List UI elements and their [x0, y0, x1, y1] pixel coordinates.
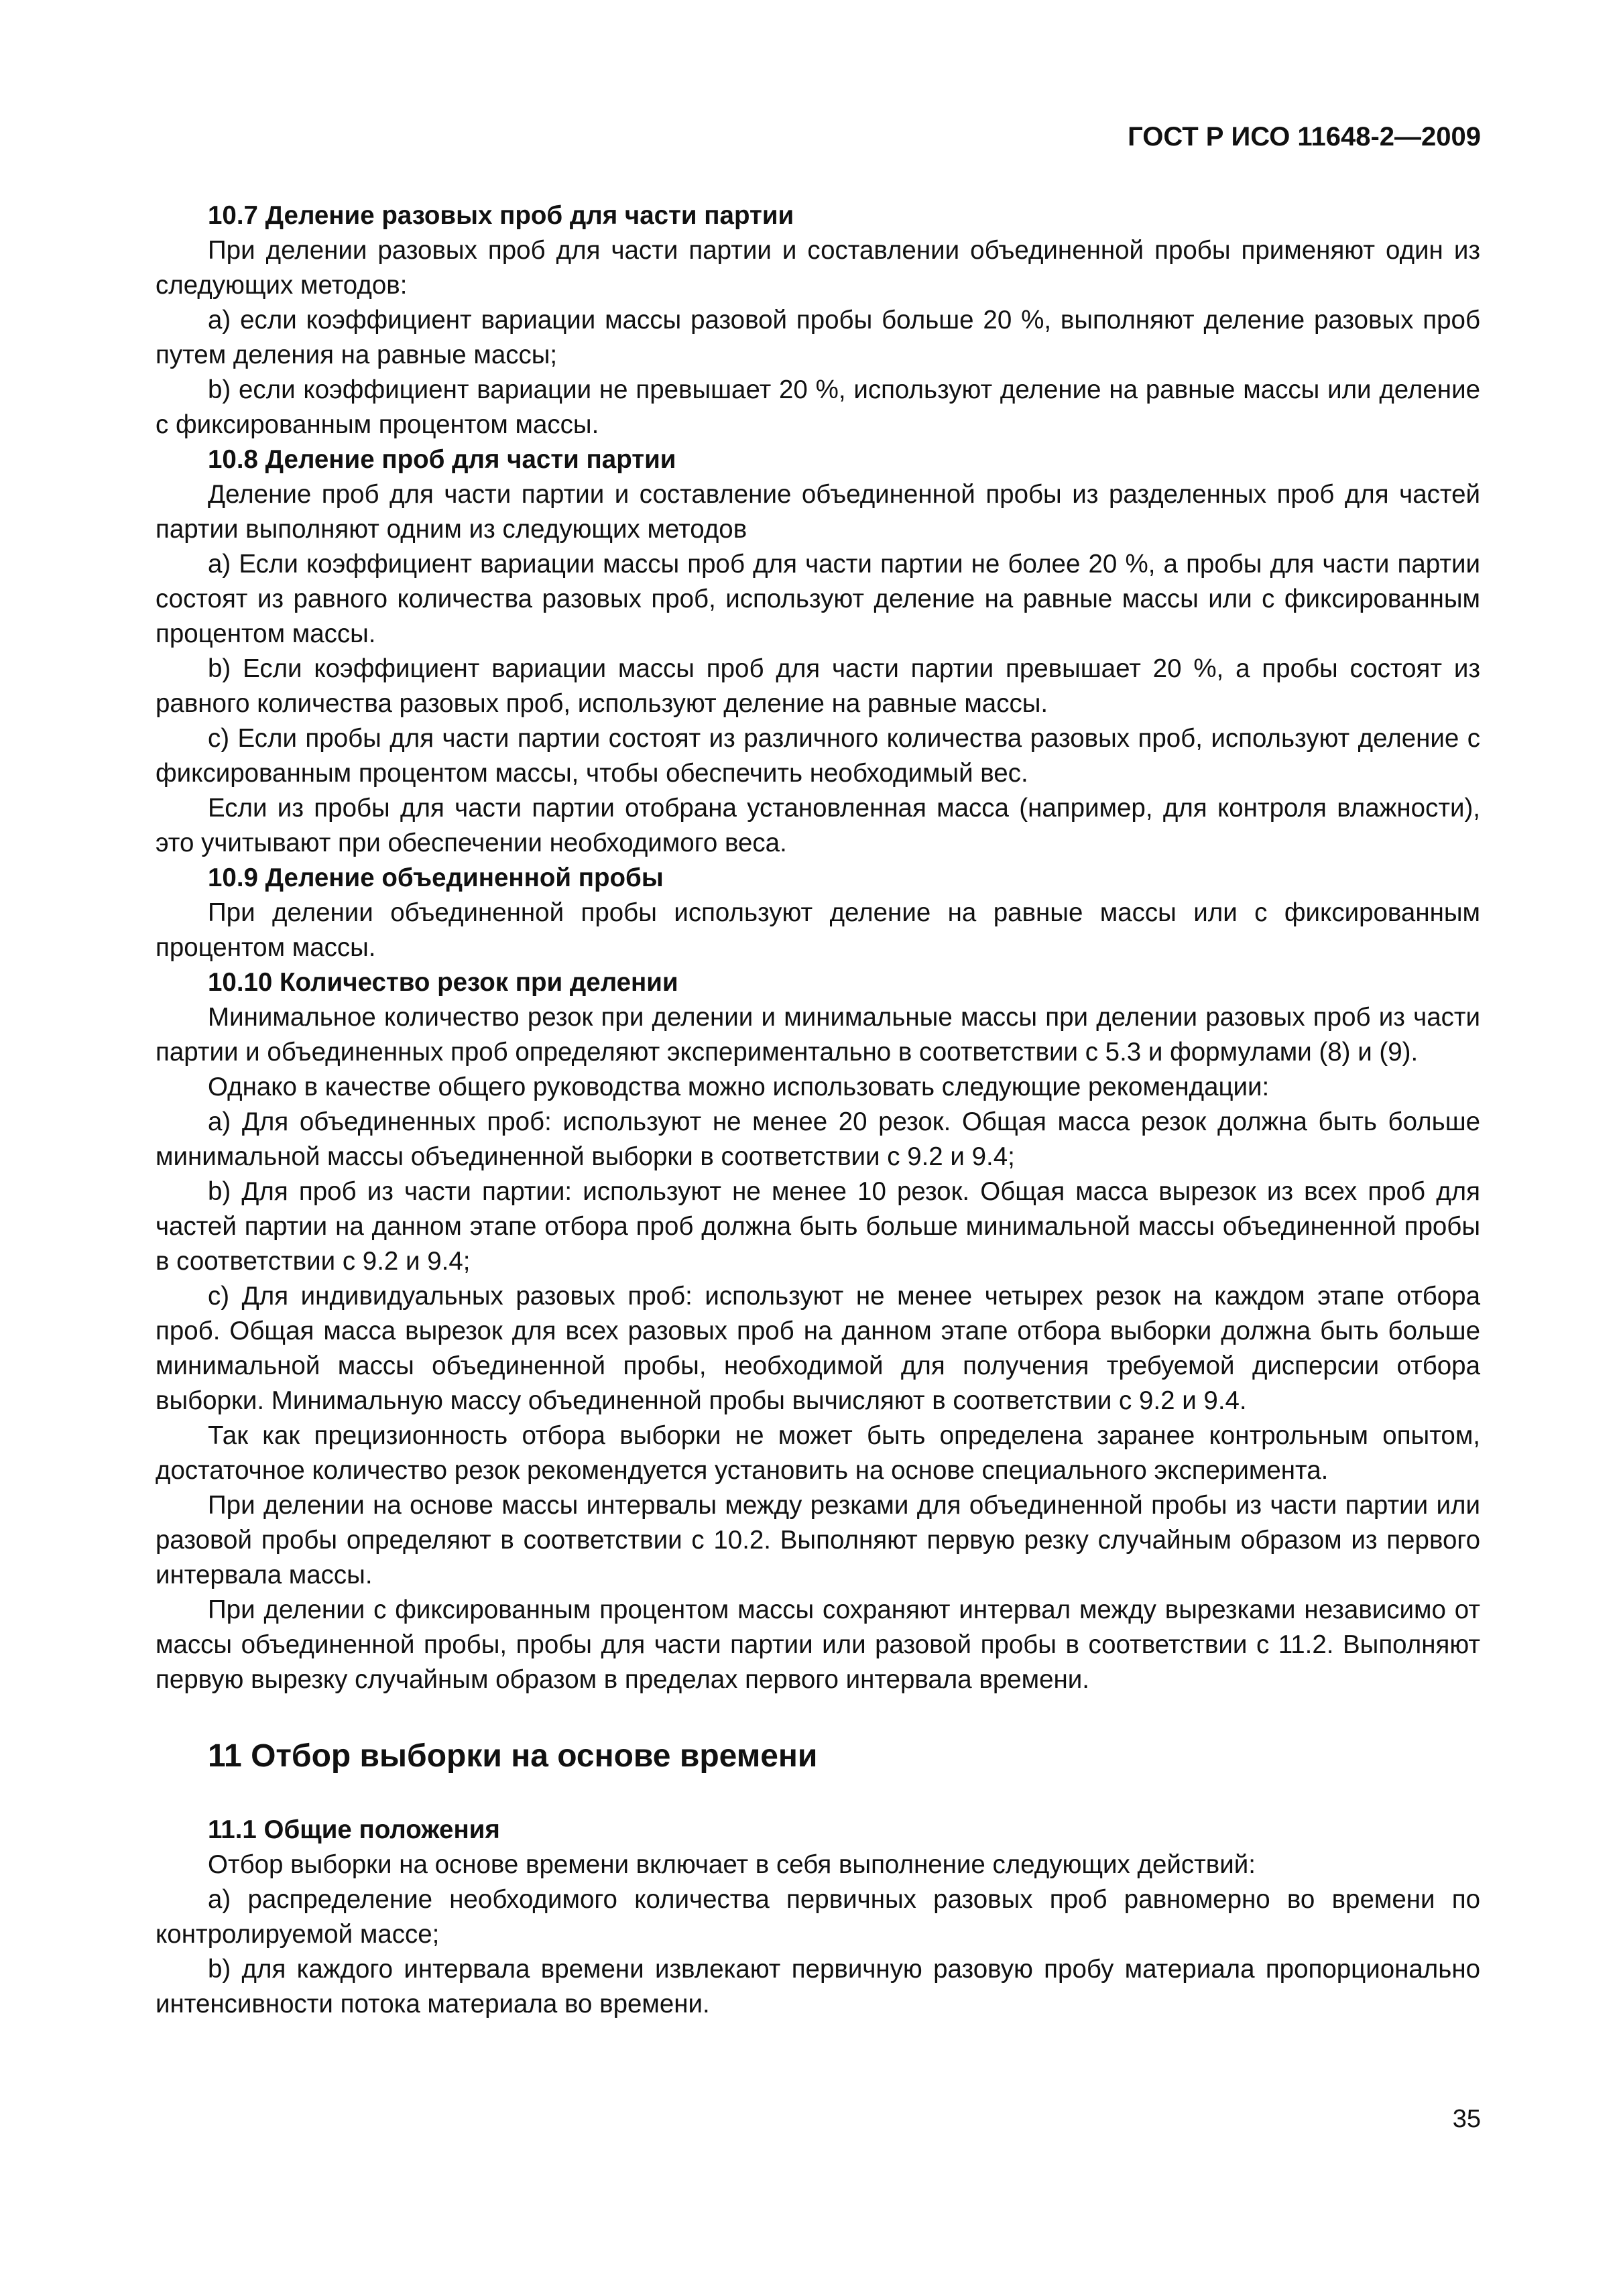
- paragraph: При делении объединенной пробы используют деление на равные массы или с фиксированным процентом массы.: [156, 898, 1480, 962]
- paragraph: Если из пробы для части партии отобрана установленная масса (например, для контроля влажности), это учитывают при обеспечении необходимого веса.: [156, 794, 1480, 857]
- paragraph: b) для каждого интервала времени извлекают первичную разовую пробу материала пропорционально интенсивности потока материала во времени.: [156, 1955, 1480, 2018]
- document-code-header: ГОСТ Р ИСО 11648-2—2009: [1128, 122, 1481, 152]
- page-number: 35: [1452, 2105, 1481, 2133]
- paragraph: При делении с фиксированным процентом массы сохраняют интервал между вырезками независимо от массы объединенной пробы, пробы для части партии или разовой пробы в соответствии с 11.2. Выполняют первую вырезку случайным образом в пределах первого интервала времени.: [156, 1595, 1480, 1694]
- section-heading-10-10: 10.10 Количество резок при делении: [208, 968, 678, 997]
- section-heading-10-8: 10.8 Деление проб для части партии: [208, 445, 676, 474]
- paragraph: b) Для проб из части партии: используют не менее 10 резок. Общая масса вырезок из всех проб для частей партии на данном этапе отбора проб должна быть больше минимальной массы объединенной пробы в соответствии с 9.2 и 9.4;: [156, 1177, 1480, 1276]
- paragraph: a) Если коэффициент вариации массы проб для части партии не более 20 %, а пробы для части партии состоят из равного количества разовых проб, используют деление на равные массы или с фиксированным процентом массы.: [156, 550, 1480, 648]
- paragraph: b) если коэффициент вариации не превышает 20 %, используют деление на равные массы или деление с фиксированным процентом массы.: [156, 375, 1480, 439]
- paragraph: c) Для индивидуальных разовых проб: используют не менее четырех резок на каждом этапе отбора проб. Общая масса вырезок для всех разовых проб на данном этапе отбора выборки должна быть больше минимальной массы объединенной пробы, необходимой для получения требуемой дисперсии отбора выборки. Минимальную массу объединенной пробы вычисляют в соответствии с 9.2 и 9.4.: [156, 1282, 1480, 1415]
- paragraph: c) Если пробы для части партии состоят из различного количества разовых проб, используют деление с фиксированным процентом массы, чтобы обеспечить необходимый вес.: [156, 724, 1480, 788]
- paragraph: Деление проб для части партии и составление объединенной пробы из разделенных проб для частей партии выполняют одним из следующих методов: [156, 480, 1480, 544]
- paragraph: a) распределение необходимого количества первичных разовых проб равномерно во времени по контролируемой массе;: [156, 1885, 1480, 1949]
- paragraph: Однако в качестве общего руководства можно использовать следующие рекомендации:: [208, 1073, 1270, 1101]
- paragraph: Минимальное количество резок при делении и минимальные массы при делении разовых проб из части партии и объединенных проб определяют экспериментально в соответствии с 5.3 и формулами (8) и (9).: [156, 1003, 1480, 1067]
- paragraph: При делении разовых проб для части партии и составлении объединенной пробы применяют один из следующих методов:: [156, 236, 1480, 300]
- paragraph: a) если коэффициент вариации массы разовой пробы больше 20 %, выполняют деление разовых проб путем деления на равные массы;: [156, 306, 1480, 369]
- paragraph: При делении на основе массы интервалы между резками для объединенной пробы из части партии или разовой пробы определяют в соответствии с 10.2. Выполняют первую резку случайным образом из первого интервала массы.: [156, 1491, 1480, 1589]
- paragraph: b) Если коэффициент вариации массы проб для части партии превышает 20 %, а пробы состоят из равного количества разовых проб, используют деление на равные массы.: [156, 654, 1480, 718]
- section-heading-11-1: 11.1 Общие положения: [208, 1815, 500, 1844]
- paragraph: Так как прецизионность отбора выборки не может быть определена заранее контрольным опытом, достаточное количество резок рекомендуется установить на основе специального эксперимента.: [156, 1421, 1480, 1485]
- section-heading-10-9: 10.9 Деление объединенной пробы: [208, 863, 664, 892]
- chapter-heading-11: 11 Отбор выборки на основе времени: [208, 1738, 818, 1774]
- document-body: [156, 198, 1480, 2022]
- paragraph: a) Для объединенных проб: используют не менее 20 резок. Общая масса резок должна быть больше минимальной массы объединенной выборки в соответствии с 9.2 и 9.4;: [156, 1107, 1480, 1171]
- paragraph: Отбор выборки на основе времени включает в себя выполнение следующих действий:: [208, 1850, 1256, 1879]
- section-heading-10-7: 10.7 Деление разовых проб для части партии: [208, 201, 794, 230]
